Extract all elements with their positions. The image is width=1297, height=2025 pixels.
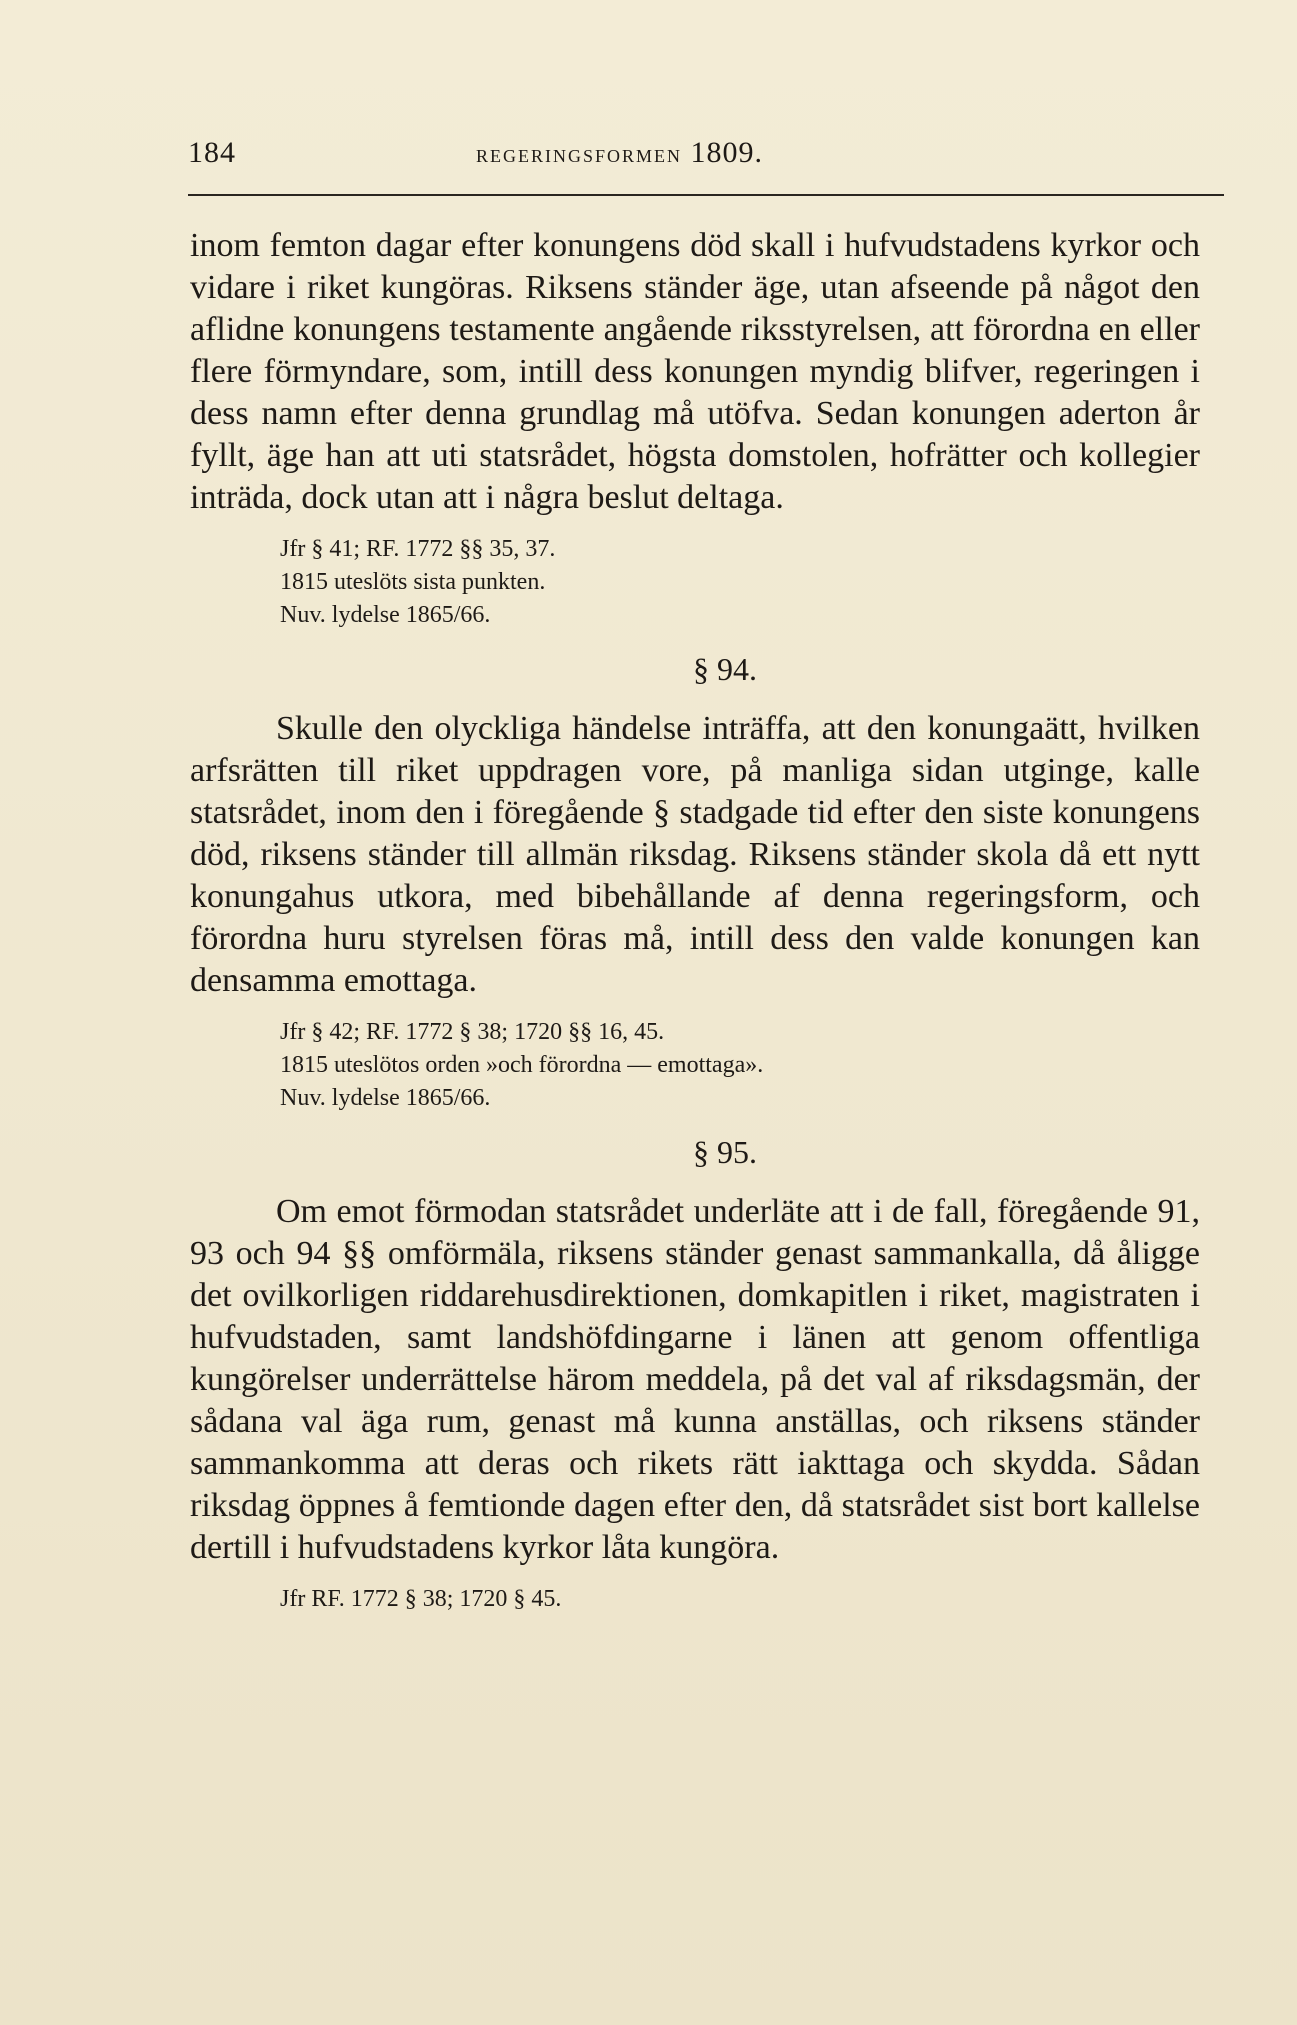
running-title-text: REGERINGSFORMEN (476, 146, 683, 166)
reference-note: Nuv. lydelse 1865/66. (280, 1085, 491, 1111)
reference-note: Nuv. lydelse 1865/66. (280, 602, 491, 628)
reference-notes (280, 1016, 1200, 1115)
page-body (190, 225, 1200, 1632)
paragraph-continuation: inom femton dagar efter konungens död skall i hufvudstadens kyrkor och vidare i riket kungöras. Riksens ständer äge, utan afseende på något den aflidne konungens testamente angående riksstyrelsen, att förordna en eller flere förmyndare, som, intill dess konungen myndig blifver, regeringen i dess namn efter denna grundlag må utöfva. Sedan konungen aderton år fyllt, äge han att uti statsrådet, högsta domstolen, hofrätter och kollegier inträda, dock utan att i några beslut deltaga. (190, 227, 1200, 516)
running-title-year: 1809. (690, 136, 764, 169)
reference-note: Jfr § 41; RF. 1772 §§ 35, 37. (280, 536, 556, 562)
section-heading-94: § 94. (693, 651, 757, 687)
reference-notes (280, 533, 1200, 632)
section-heading-95: § 95. (693, 1134, 757, 1170)
reference-note: 1815 uteslöts sista punkten. (280, 569, 546, 595)
running-title (476, 136, 763, 170)
section-94-paragraph: Skulle den olyckliga händelse inträffa, att den konungaätt, hvilken arfsrätten till riket uppdragen vore, på manliga sidan utginge, kalle statsrådet, inom den i föregående § stadgade tid efter den siste konungens död, riksens ständer till allmän riksdag. Riksens ständer skola då ett nytt konungahus utkora, med bibehållande af denna regeringsform, och förordna huru styrelsen föras må, intill dess den valde konungen kan densamma emottaga. (190, 710, 1200, 999)
header-rule (188, 194, 1224, 196)
section-95-paragraph: Om emot förmodan statsrådet underläte att i de fall, föregående 91, 93 och 94 §§ omförmäla, riksens ständer genast sammankalla, då åligge det ovilkorligen riddarehusdirektionen, domkapitlen i riket, magistraten i hufvudstaden, samt landshöfdingarne i länen att genom offentliga kungörelser underrättelse härom meddela, på det val af riksdagsmän, der sådana val äga rum, genast må kunna anställas, och riksens ständer sammankomma att deras och rikets rätt iakttaga och skydda. Sådan riksdag öppnes å femtionde dagen efter den, då statsrådet sist bort kallelse dertill i hufvudstadens kyrkor låta kungöra. (190, 1193, 1200, 1566)
reference-notes (280, 1583, 1200, 1616)
page-number: 184 (188, 136, 236, 169)
reference-note: 1815 uteslötos orden »och förordna — emottaga». (280, 1052, 764, 1078)
reference-note: Jfr § 42; RF. 1772 § 38; 1720 §§ 16, 45. (280, 1019, 665, 1045)
page-header (188, 136, 1224, 176)
reference-note: Jfr RF. 1772 § 38; 1720 § 45. (280, 1586, 562, 1612)
